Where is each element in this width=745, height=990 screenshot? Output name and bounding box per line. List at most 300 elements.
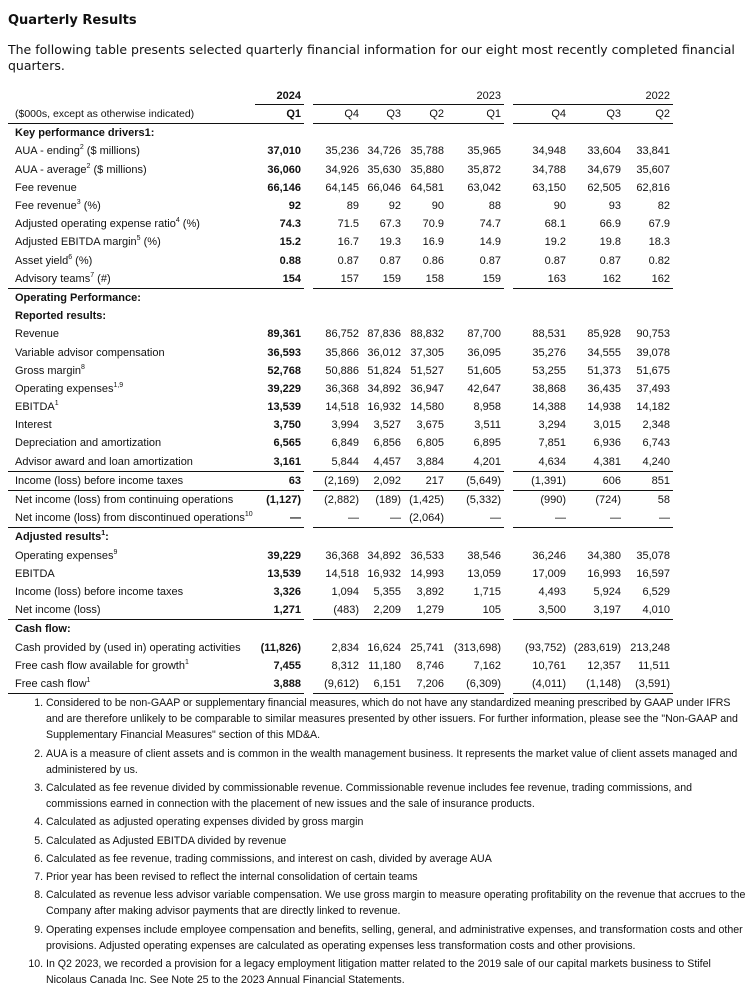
value-cell: 6,743 (642, 437, 670, 450)
value-cell: 154 (255, 270, 304, 289)
value-cell: 1,271 (255, 601, 304, 620)
footnote-item: 6. Calculated as fee revenue, trading commissions, and interest on cash, divided by average AUA (46, 851, 745, 867)
empty-cell (513, 124, 569, 142)
column-gap (504, 509, 513, 528)
row-label-unit: (%) (80, 200, 101, 213)
value-cell: 3,527 (373, 419, 401, 432)
column-gap (304, 657, 313, 675)
value-cell: 33,841 (636, 145, 670, 158)
year-2023-span (362, 88, 404, 105)
empty-cell (404, 289, 447, 307)
value-cell: 0.88 (279, 254, 301, 267)
section-heading (8, 528, 255, 546)
value-cell: 35,872 (467, 163, 501, 176)
column-gap (304, 252, 313, 270)
value-cell: 38,868 (532, 382, 566, 395)
empty-cell (504, 528, 513, 546)
footnote-ref: 10 (244, 511, 253, 519)
row-label (8, 675, 255, 694)
value-cell: 16.7 (337, 236, 359, 249)
value-cell: 35,866 (325, 346, 359, 359)
value-cell: 157 (313, 270, 362, 289)
year-header-row (8, 88, 673, 105)
row-label (8, 638, 255, 656)
value-cell: 16.9 (422, 236, 444, 249)
row-label (8, 343, 255, 361)
footnote-ref: 8 (81, 363, 85, 371)
value-cell: 4,201 (447, 453, 504, 472)
row-label (8, 270, 255, 289)
value-cell: 37,305 (410, 346, 444, 359)
column-gap (304, 197, 313, 215)
empty-cell (447, 620, 504, 638)
table-row-var-comp (8, 343, 673, 361)
value-cell: 62,505 (587, 181, 621, 194)
value-cell: 36,435 (587, 382, 621, 395)
column-gap (504, 88, 513, 105)
column-gap (504, 362, 513, 380)
value-cell: 162 (624, 270, 673, 289)
column-gap (304, 638, 313, 656)
empty-cell (624, 124, 673, 142)
table-row-cfo (8, 638, 673, 656)
value-cell: 6,849 (331, 437, 359, 450)
value-cell: 39,229 (267, 382, 301, 395)
column-gap (304, 161, 313, 179)
column-gap (504, 343, 513, 361)
column-gap (504, 657, 513, 675)
value-cell: 88 (488, 200, 501, 213)
row-label (8, 215, 255, 233)
value-cell: 0.87 (479, 254, 501, 267)
value-cell: 89,361 (267, 328, 301, 341)
column-gap (304, 215, 313, 233)
empty-cell (447, 289, 504, 307)
footnote-item: 9. Operating expenses include employee compensation and benefits, selling, general, and administrative expenses, and transformation costs and other provisions. Adjusted operating expenses are calculated as operating expenses less transformation costs and other provisions. (46, 922, 745, 954)
value-cell: 36,368 (325, 549, 359, 562)
row-label-text: EBITDA (15, 401, 55, 414)
column-gap (504, 105, 513, 124)
section-key-performance-drivers (8, 124, 673, 142)
row-label-text: Revenue (15, 328, 60, 341)
footnote-item: 3. Calculated as fee revenue divided by commissionable revenue. Commissionable revenue includes fee revenue, trading commissions, and commissions earned in connection with the placement of new issues and the sale of insurance products. (46, 780, 745, 812)
column-gap (504, 491, 513, 509)
footnotes-list (8, 695, 745, 988)
row-label-unit: ($ millions) (90, 163, 147, 176)
value-cell: 0.87 (337, 254, 359, 267)
value-cell: 2,834 (331, 641, 359, 654)
column-gap (504, 453, 513, 472)
value-cell: 85,928 (587, 328, 621, 341)
value-cell: — (447, 509, 504, 528)
value-cell: 50,886 (325, 364, 359, 377)
value-cell: 36,060 (267, 163, 301, 176)
value-cell: 36,246 (532, 549, 566, 562)
empty-cell (569, 124, 624, 142)
value-cell: 66,146 (267, 181, 301, 194)
value-cell: 33,604 (587, 145, 621, 158)
value-cell: (1,391) (513, 472, 569, 491)
value-cell: 88,531 (532, 328, 566, 341)
value-cell: 74.3 (279, 218, 301, 231)
value-cell: 0.87 (379, 254, 401, 267)
table-row-ibt (8, 472, 673, 491)
empty-cell (624, 620, 673, 638)
value-cell: — (513, 509, 569, 528)
value-cell: 34,555 (587, 346, 621, 359)
row-label-unit: (%) (140, 236, 161, 249)
section-reported-results (8, 307, 673, 325)
value-cell: 6,805 (416, 437, 444, 450)
table-row-gross-margin (8, 362, 673, 380)
value-cell: 35,630 (367, 163, 401, 176)
value-cell: 3,161 (255, 453, 304, 472)
year-2022: 2022 (624, 88, 673, 105)
row-label (8, 547, 255, 565)
empty-cell (447, 528, 504, 546)
footnote-ref: 9 (113, 548, 118, 556)
quarter-header: Q1 (447, 105, 504, 124)
value-cell: 36,533 (410, 549, 444, 562)
row-label (8, 657, 255, 675)
value-cell: 36,095 (467, 346, 501, 359)
row-label-text: Gross margin (15, 364, 82, 377)
value-cell: 92 (388, 200, 401, 213)
value-cell: 14,938 (587, 401, 621, 414)
value-cell: 10,761 (532, 659, 566, 672)
value-cell: 90 (553, 200, 566, 213)
column-gap (304, 675, 313, 694)
value-cell: 2,209 (362, 601, 404, 620)
value-cell: 7,162 (473, 659, 501, 672)
empty-cell (504, 289, 513, 307)
value-cell: 36,368 (325, 382, 359, 395)
value-cell: 14,518 (325, 567, 359, 580)
empty-cell (569, 528, 624, 546)
column-gap (304, 434, 313, 452)
section-heading: Cash flow: (15, 623, 71, 636)
empty-cell (624, 289, 673, 307)
section-cash-flow (8, 620, 673, 638)
value-cell: 82 (657, 200, 670, 213)
row-label-text: AUA - ending (15, 145, 80, 158)
row-label-text: Income (loss) before income taxes (15, 585, 184, 598)
value-cell: 19.2 (544, 236, 566, 249)
table-row-opex-ratio (8, 215, 673, 233)
value-cell: 13,539 (267, 401, 301, 414)
value-cell: — (569, 509, 624, 528)
row-label-text: Adjusted operating expense ratio (15, 218, 176, 231)
value-cell: 35,276 (532, 346, 566, 359)
row-label-text: Free cash flow available for growth (15, 659, 185, 672)
column-gap (304, 343, 313, 361)
value-cell: 18.3 (648, 236, 670, 249)
section-heading: Operating Performance: (15, 291, 141, 304)
value-cell: 93 (608, 200, 621, 213)
empty-cell (362, 307, 404, 325)
value-cell: 7,851 (538, 437, 566, 450)
value-cell: 159 (362, 270, 404, 289)
table-row-fcf (8, 675, 673, 694)
value-cell: 35,788 (410, 145, 444, 158)
footnote-ref: 1 (86, 676, 91, 684)
footnote-ref: 6 (68, 253, 73, 261)
value-cell: 3,015 (593, 419, 621, 432)
value-cell: 14,182 (636, 401, 670, 414)
column-gap (504, 270, 513, 289)
row-label-text: Cash provided by (used in) operating activities (15, 641, 241, 654)
value-cell: 3,892 (416, 585, 444, 598)
section-operating-performance (8, 289, 673, 307)
row-label (8, 325, 255, 343)
value-cell: 38,546 (467, 549, 501, 562)
section-colon: : (105, 531, 109, 544)
row-label-text: Fee revenue (15, 181, 77, 194)
empty-cell (513, 307, 569, 325)
value-cell: 17,009 (532, 567, 566, 580)
row-label-text: Net income (loss) from discontinued operations (15, 512, 245, 525)
empty-cell (362, 620, 404, 638)
column-gap (304, 398, 313, 416)
value-cell: 16,624 (367, 641, 401, 654)
value-cell: 6,936 (593, 437, 621, 450)
column-gap (504, 472, 513, 491)
table-row-fee-pct (8, 197, 673, 215)
value-cell: 3,888 (255, 675, 304, 694)
value-cell: 14,580 (410, 401, 444, 414)
year-2023-span (404, 88, 447, 105)
empty-cell (504, 620, 513, 638)
value-cell: 70.9 (422, 218, 444, 231)
value-cell: 53,255 (532, 364, 566, 377)
value-cell: 39,078 (636, 346, 670, 359)
value-cell: 12,357 (587, 659, 621, 672)
value-cell: (2,882) (324, 494, 359, 507)
value-cell: 217 (404, 472, 447, 491)
value-cell: (1,127) (266, 494, 301, 507)
unit-label: ($000s, except as otherwise indicated) (8, 105, 255, 124)
empty-cell (255, 620, 304, 638)
row-label-unit: (%) (179, 218, 200, 231)
row-label-text: Free cash flow (15, 677, 87, 690)
empty-cell (304, 289, 313, 307)
value-cell: 3,326 (273, 585, 301, 598)
column-gap (304, 233, 313, 251)
empty-cell (404, 528, 447, 546)
value-cell: 34,788 (532, 163, 566, 176)
value-cell: (5,332) (466, 494, 501, 507)
row-label (8, 197, 255, 215)
value-cell: 163 (513, 270, 569, 289)
row-label-text: Operating expenses (15, 549, 114, 562)
table-row-adj-opex (8, 547, 673, 565)
value-cell: 63 (255, 472, 304, 491)
value-cell: (5,649) (447, 472, 504, 491)
value-cell: 71.5 (337, 218, 359, 231)
value-cell: 1,094 (331, 585, 359, 598)
value-cell: 5,355 (373, 585, 401, 598)
footnote-item: 1. Considered to be non-GAAP or supplementary financial measures, which do not have any standardized meaning prescribed by GAAP under IFRS and are therefore unlikely to be comparable to similar measures presented by other issuers. For further information, please see the "Non-GAAP and Supplementary Financial Measures" section of this MD&A. (46, 695, 745, 744)
value-cell: 6,151 (362, 675, 404, 694)
value-cell: 39,229 (267, 549, 301, 562)
value-cell: 7,206 (404, 675, 447, 694)
column-gap (304, 601, 313, 620)
value-cell: 3,294 (538, 419, 566, 432)
quarter-header: Q3 (569, 105, 624, 124)
empty-cell (304, 528, 313, 546)
empty-cell (513, 528, 569, 546)
value-cell: 6,565 (273, 437, 301, 450)
row-label-text: AUA - average (15, 163, 87, 176)
quarter-header: Q1 (255, 105, 304, 124)
value-cell: 34,926 (325, 163, 359, 176)
table-row-adj-ebitda (8, 565, 673, 583)
value-cell: 36,947 (410, 382, 444, 395)
value-cell: 13,059 (467, 567, 501, 580)
row-label (8, 398, 255, 416)
value-cell: 35,078 (636, 549, 670, 562)
value-cell: (93,752) (525, 641, 566, 654)
table-row-ni-cont (8, 491, 673, 509)
column-gap (304, 472, 313, 491)
year-2023-span (313, 88, 362, 105)
column-gap (304, 88, 313, 105)
row-label (8, 252, 255, 270)
value-cell: 37,493 (636, 382, 670, 395)
column-gap (304, 509, 313, 528)
empty-cell (504, 124, 513, 142)
value-cell: 42,647 (467, 382, 501, 395)
value-cell: 52,768 (267, 364, 301, 377)
value-cell: (483) (313, 601, 362, 620)
value-cell: 213,248 (630, 641, 670, 654)
value-cell: 88,832 (410, 328, 444, 341)
value-cell: 62,816 (636, 181, 670, 194)
row-label-text: Interest (15, 419, 52, 432)
value-cell: 16,597 (636, 567, 670, 580)
value-cell: 51,605 (467, 364, 501, 377)
value-cell: 34,892 (367, 549, 401, 562)
row-label (8, 472, 255, 491)
value-cell: 34,726 (367, 145, 401, 158)
value-cell: (1,148) (569, 675, 624, 694)
value-cell: 68.1 (544, 218, 566, 231)
value-cell: 14,993 (410, 567, 444, 580)
value-cell: 35,965 (467, 145, 501, 158)
footnote-item: 7. Prior year has been revised to reflect the internal consolidation of certain teams (46, 869, 745, 885)
empty-cell (255, 289, 304, 307)
table-row-aua-end (8, 142, 673, 160)
empty-cell (255, 124, 304, 142)
value-cell: 5,844 (313, 453, 362, 472)
footnote-ref: 5 (136, 235, 141, 243)
value-cell: 51,824 (367, 364, 401, 377)
value-cell: 4,381 (569, 453, 624, 472)
column-gap (504, 325, 513, 343)
column-gap (304, 565, 313, 583)
table-row-adj-ni (8, 601, 673, 620)
value-cell: 4,493 (538, 585, 566, 598)
row-label (8, 434, 255, 452)
footnote-ref: 1 (101, 530, 106, 538)
table-row-adj-ibt (8, 583, 673, 601)
value-cell: 51,527 (410, 364, 444, 377)
value-cell: 4,240 (624, 453, 673, 472)
column-gap (304, 270, 313, 289)
value-cell: 66,046 (367, 181, 401, 194)
empty-cell (513, 620, 569, 638)
value-cell: 606 (569, 472, 624, 491)
year-2022-span (569, 88, 624, 105)
row-label-text: Net income (loss) from continuing operations (15, 494, 234, 507)
year-2022-span (513, 88, 569, 105)
value-cell: 87,700 (467, 328, 501, 341)
section-adjusted-results (8, 528, 673, 546)
empty-cell (404, 620, 447, 638)
value-cell: 2,348 (642, 419, 670, 432)
empty-cell (255, 528, 304, 546)
table-row-ebitda (8, 398, 673, 416)
value-cell: 4,634 (513, 453, 569, 472)
value-cell: 34,380 (587, 549, 621, 562)
value-cell: (724) (595, 494, 621, 507)
table-row-asset-yield (8, 252, 673, 270)
footnote-item: 8. Calculated as revenue less advisor variable compensation. We use gross margin to measure operating profitability on the revenue that accrues to the Company after making advisor payments that are directly linked to revenue. (46, 887, 745, 919)
value-cell: 16,932 (367, 567, 401, 580)
value-cell: 64,145 (325, 181, 359, 194)
value-cell: 158 (404, 270, 447, 289)
table-row-adv-award (8, 453, 673, 472)
value-cell: (283,619) (573, 641, 621, 654)
value-cell: 35,236 (325, 145, 359, 158)
value-cell: 16,993 (587, 567, 621, 580)
empty-cell (447, 307, 504, 325)
row-label (8, 583, 255, 601)
value-cell: 74.7 (479, 218, 501, 231)
value-cell: 66.9 (599, 218, 621, 231)
quarterly-results-table (8, 88, 673, 694)
value-cell: 89 (346, 200, 359, 213)
row-label-text: Depreciation and amortization (15, 437, 162, 450)
value-cell: — (313, 509, 362, 528)
row-label (8, 179, 255, 197)
value-cell: 3,197 (569, 601, 624, 620)
column-gap (504, 161, 513, 179)
empty-cell (569, 307, 624, 325)
row-label-unit: (#) (94, 272, 111, 285)
empty-cell (313, 307, 362, 325)
value-cell: 0.87 (599, 254, 621, 267)
value-cell: 34,892 (367, 382, 401, 395)
table-row-interest (8, 416, 673, 434)
value-cell: 7,455 (273, 659, 301, 672)
row-label (8, 509, 255, 528)
column-gap (304, 325, 313, 343)
value-cell: 37,010 (267, 145, 301, 158)
row-label (8, 233, 255, 251)
value-cell: (3,591) (624, 675, 673, 694)
column-gap (504, 197, 513, 215)
row-label-text: Advisory teams (15, 272, 91, 285)
column-gap (304, 453, 313, 472)
section-heading: Reported results: (15, 310, 107, 323)
value-cell: 0.87 (544, 254, 566, 267)
empty-cell (504, 307, 513, 325)
column-gap (504, 601, 513, 620)
row-label (8, 565, 255, 583)
empty-cell (447, 124, 504, 142)
column-gap (504, 215, 513, 233)
